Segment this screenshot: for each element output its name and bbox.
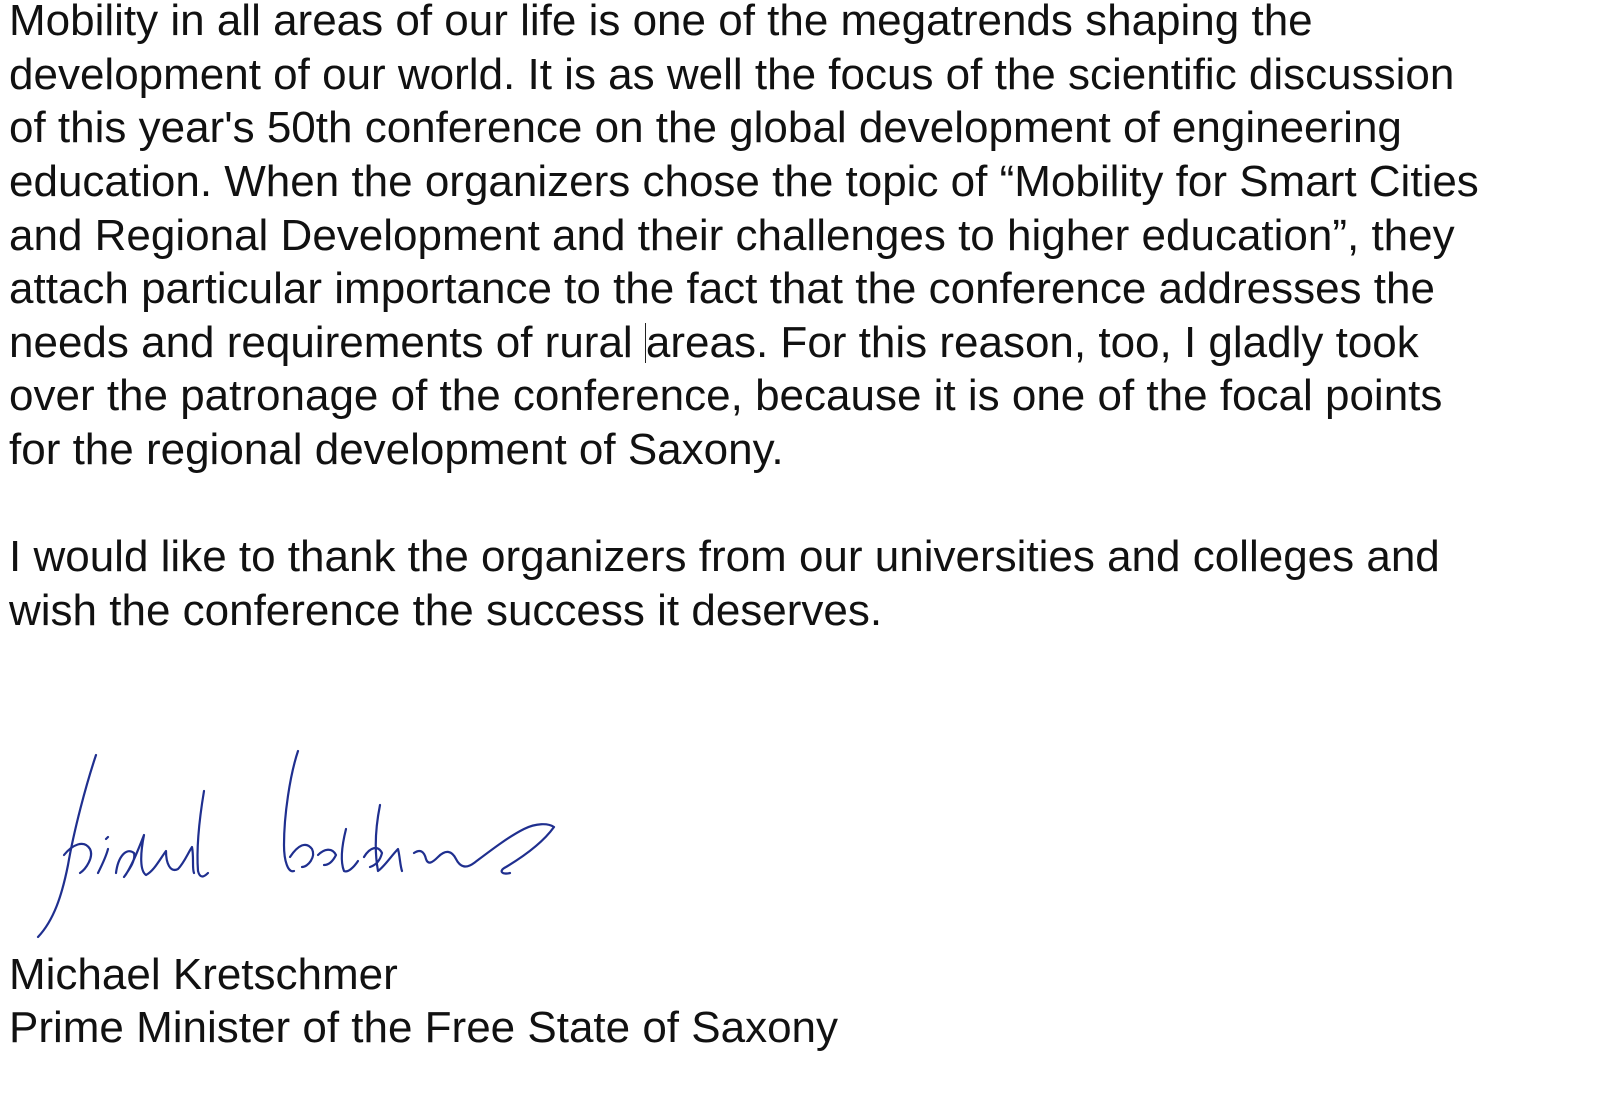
line-7-before-caret: needs and requirements of rural: [9, 318, 645, 367]
signature-stroke-last-name-body: [290, 845, 336, 867]
paragraph-1-line-9: for the regional development of Saxony.: [9, 425, 784, 474]
signer-title: Prime Minister of the Free State of Saxony: [9, 1003, 839, 1052]
signature-stroke-first-name-body: [98, 835, 194, 877]
signature-stroke-last-name-k: [284, 751, 298, 871]
paragraph-1-line-5: and Regional Development and their challenges to higher education”, they: [9, 211, 1455, 260]
paragraph-1-line-7[interactable]: [9, 316, 1419, 370]
paragraph-1-line-2: development of our world. It is as well the focus of the scientific discussion: [9, 50, 1455, 99]
signature-stroke-first-name-l: [197, 791, 208, 877]
signature-stroke-last-name-mer: [414, 824, 554, 873]
paragraph-2-line-1: I would like to thank the organizers from our universities and colleges and: [9, 532, 1440, 581]
paragraph-1-line-6: attach particular importance to the fact that the conference addresses the: [9, 264, 1435, 313]
paragraph-1-line-1: Mobility in all areas of our life is one of the megatrends shaping the: [9, 0, 1313, 45]
paragraph-2-line-2: wish the conference the success it deserves.: [9, 586, 883, 635]
paragraph-1-line-8: over the patronage of the conference, because it is one of the focal points: [9, 371, 1443, 420]
signature-stroke-last-name-ch: [364, 805, 402, 871]
paragraph-1-line-3: of this year's 50th conference on the global development of engineering: [9, 103, 1402, 152]
signature-stroke-last-name-t: [342, 829, 358, 871]
line-7-after-caret: areas. For this reason, too, I gladly took: [645, 318, 1419, 367]
paragraph-1-line-4: education. When the organizers chose the topic of “Mobility for Smart Cities: [9, 157, 1479, 206]
signer-name: Michael Kretschmer: [9, 950, 398, 999]
handwritten-signature: [28, 745, 568, 945]
